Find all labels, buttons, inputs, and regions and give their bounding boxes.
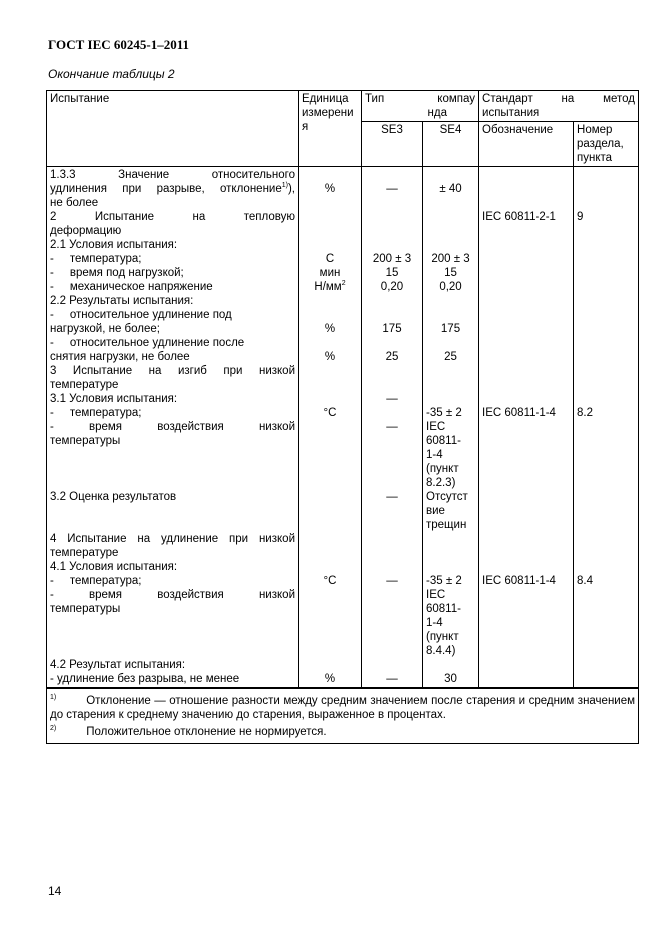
page-number: 14 xyxy=(48,884,62,898)
document-code: ГОСТ IEC 60245-1–2011 xyxy=(48,37,190,52)
table-caption: Окончание таблицы 2 xyxy=(48,67,175,81)
test-names-cell: 1.3.3 Значение относительного удлинения при разрыве, отклонение$^{1)}$), не более 2 Испытание на тепловую деформацию 2.1 Условия испытания: - температура; - время под нагрузкой; - механическое напряжение 2.2 Результаты испытания: - относительное удлинение под нагрузкой, не более; - относительное удлинение после снятия нагрузки, не более 3 Испытание на изгиб при низкой температуре 3.1 Условия испытания: - температура; - время воздействия низкой температуры 3.2 Оценка результатов 4 Испытание на удлинение при низкой температуре 4.1 Условия испытания: - температура; - время воздействия низкой температуры 4.2 Результат испытания: - удлинение без разрыва, не менее xyxy=(47,167,299,689)
footnotes-cell xyxy=(47,688,639,743)
se3-values-cell: — 200 ± 3 15 0,20 175 25 — — — — — xyxy=(362,167,423,689)
se4-values-cell: ± 40 200 ± 3 15 0,20 175 25 -35 ± 2 IEC 60811- 1-4 (пункт 8.2.3) Отсутст вие трещин -35 ± 2 IEC 60811- 1-4 (пункт 8.4.4) 30 xyxy=(423,167,479,689)
header-compound-type: Тип компау нда xyxy=(362,91,479,122)
units-cell: % С мин $Н/мм^2$ % % °С °С % xyxy=(299,167,362,689)
header-section: Номер раздела, пункта xyxy=(574,122,639,167)
table-body-row xyxy=(47,167,639,689)
footnote-1: $^{1)}$ Отклонение — отношение разности между средним значением после старения и средним значением до старения к среднему значению до старения, выраженное в процентах. xyxy=(50,694,636,721)
footnotes-row xyxy=(47,688,639,743)
standard-designation-cell: IEC 60811-2-1 IEC 60811-1-4 IEC 60811-1-4 xyxy=(479,167,574,689)
footnote-2: $^{2)}$ Положительное отклонение не нормируется. xyxy=(50,724,327,738)
section-number-cell: 9 8.2 8.4 xyxy=(574,167,639,689)
header-se3: SE3 xyxy=(362,122,423,167)
header-standard: Стандарт на метод испытания xyxy=(479,91,639,122)
test-table xyxy=(46,90,639,744)
header-test: Испытание xyxy=(47,91,299,167)
header-designation: Обозначение xyxy=(479,122,574,167)
header-unit: Единица измерени я xyxy=(299,91,362,167)
header-row xyxy=(47,91,639,122)
header-se4: SE4 xyxy=(423,122,479,167)
